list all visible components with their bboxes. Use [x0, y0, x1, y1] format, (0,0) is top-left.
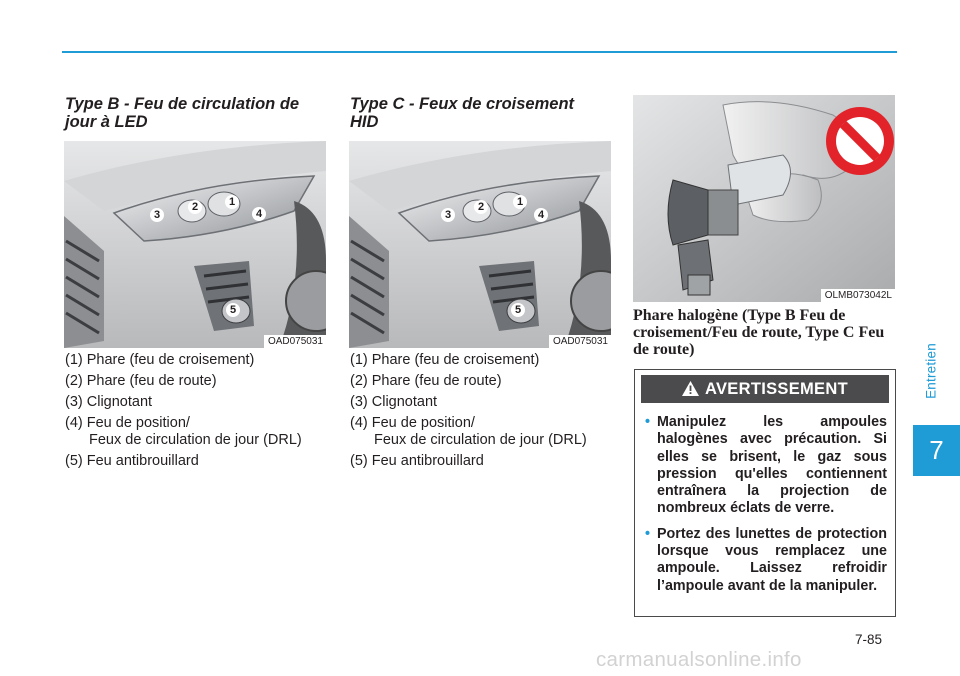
prohibition-icon — [826, 107, 894, 175]
headlight-illustration — [349, 141, 611, 348]
bullet-icon: • — [645, 525, 651, 542]
legend-item: (3) Clignotant — [350, 394, 438, 410]
legend-item: (5) Feu antibrouillard — [65, 453, 199, 469]
legend-type-b — [65, 350, 302, 472]
image-code: OLMB073042L — [821, 289, 895, 302]
legend-item: (1) Phare (feu de croisement) — [65, 352, 255, 368]
legend-item: (1) Phare (feu de croisement) — [350, 352, 540, 368]
callout-5: 5 — [511, 303, 525, 317]
halogen-bulb-illustration — [633, 95, 895, 302]
legend-type-c — [350, 350, 587, 472]
section-side-label — [921, 326, 941, 416]
callout-2: 2 — [474, 200, 488, 214]
warning-list — [645, 414, 887, 603]
chapter-tab[interactable]: 7 — [913, 425, 960, 476]
legend-item: (2) Phare (feu de route) — [65, 373, 217, 389]
callout-4: 4 — [252, 207, 266, 221]
warning-item — [645, 526, 887, 595]
legend-item: (5) Feu antibrouillard — [350, 453, 484, 469]
headlight-photo-type-c — [349, 141, 611, 348]
callout-1: 1 — [225, 195, 239, 209]
legend-item: (3) Clignotant — [65, 394, 153, 410]
warning-text: Portez des lunettes de protection lorsque vous remplacez une ampoule. Laissez refroidir l’ampoule avant de la manipuler. — [657, 525, 887, 594]
image-code: OAD075031 — [549, 335, 611, 348]
section-title-type-b: Type B - Feu de circulation de jour à LED — [65, 95, 300, 131]
legend-item-continuation: Feux de circulation de jour (DRL) — [374, 432, 587, 448]
legend-item: (4) Feu de position/ — [65, 415, 190, 431]
image-code: OAD075031 — [264, 335, 326, 348]
callout-5: 5 — [226, 303, 240, 317]
warning-heading: AVERTISSEMENT — [705, 380, 848, 398]
headlight-illustration — [64, 141, 326, 348]
callout-3: 3 — [441, 208, 455, 222]
warning-triangle-icon — [682, 381, 699, 396]
top-rule — [62, 51, 897, 53]
section-label-text: Entretien — [923, 343, 939, 399]
legend-item: (2) Phare (feu de route) — [350, 373, 502, 389]
bullet-icon: • — [645, 414, 651, 430]
callout-1: 1 — [513, 195, 527, 209]
warning-text: Manipulez les ampoules halogènes avec précaution. Si elles se brisent, le gaz sous pression qu'elles contiennent entraînera la projection de nombreux éclats de verre. — [657, 414, 887, 517]
callout-4: 4 — [534, 208, 548, 222]
headlight-photo-type-b — [64, 141, 326, 348]
warning-header — [641, 375, 889, 403]
callout-3: 3 — [150, 208, 164, 222]
legend-item-continuation: Feux de circulation de jour (DRL) — [89, 432, 302, 448]
legend-item: (4) Feu de position/ — [350, 415, 475, 431]
page-number: 7-85 — [855, 632, 883, 647]
warning-box — [634, 369, 896, 617]
warning-item — [645, 414, 887, 518]
callout-2: 2 — [188, 200, 202, 214]
bulb-caption: Phare halogène (Type B Feu de croisement/Feu de route, Type C Feu de route) — [633, 307, 885, 358]
section-title-type-c: Type C - Feux de croisement HID — [350, 95, 575, 131]
halogen-bulb-photo — [633, 95, 895, 302]
watermark: carmanualsonline.info — [596, 648, 802, 671]
